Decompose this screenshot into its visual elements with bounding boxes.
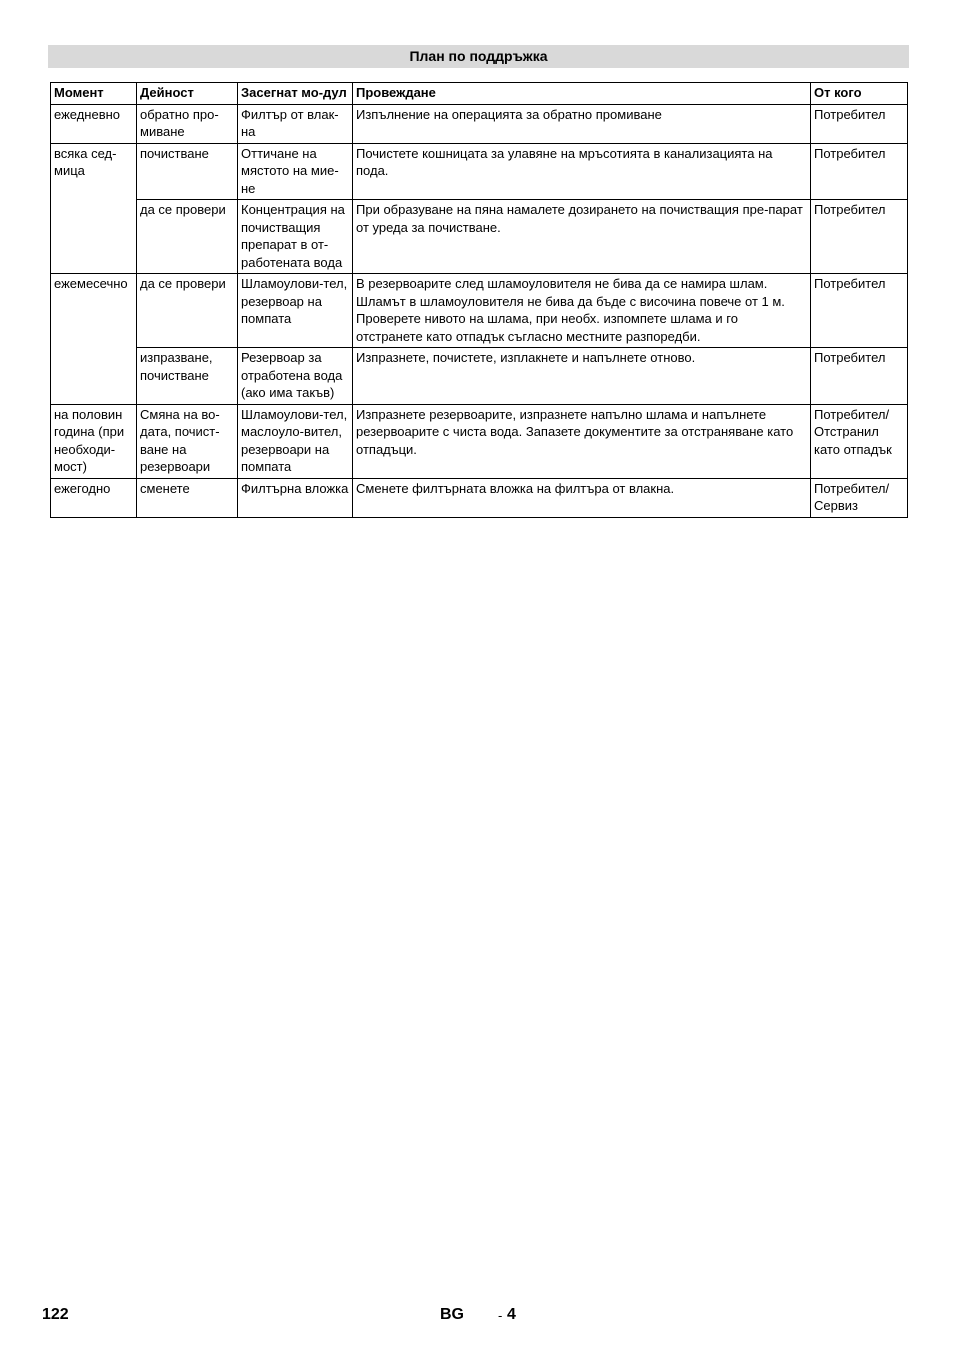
language-separator: - — [498, 1308, 503, 1323]
cell-module: Филтър от влак-на — [238, 104, 353, 143]
language-code: BG — [440, 1306, 464, 1323]
header-procedure: Провеждане — [353, 83, 811, 105]
cell-moment: всяка сед-мица — [51, 143, 137, 274]
cell-module: Филтърна вложка — [238, 478, 353, 517]
cell-module: Концентрация на почистващия препарат в от-работената вода — [238, 200, 353, 274]
cell-activity: Смяна на во-дата, почист-ване на резервоари — [137, 404, 238, 478]
cell-activity: обратно про-миване — [137, 104, 238, 143]
cell-procedure: Почистете кошницата за улавяне на мръсотията в канализацията на пода. — [353, 143, 811, 200]
section-page-number: 4 — [507, 1306, 516, 1323]
cell-activity: изпразване, почистване — [137, 348, 238, 405]
cell-module: Оттичане на мястото на мие-не — [238, 143, 353, 200]
header-activity: Дейност — [137, 83, 238, 105]
cell-by-whom: Потребител — [811, 104, 908, 143]
table-row — [51, 143, 908, 200]
cell-by-whom: Потребител/ Отстранил като отпадък — [811, 404, 908, 478]
header-by-whom: От кого — [811, 83, 908, 105]
cell-activity: сменете — [137, 478, 238, 517]
cell-moment: ежегодно — [51, 478, 137, 517]
cell-by-whom: Потребител — [811, 348, 908, 405]
cell-module: Резервоар за отработена вода (ако има такъв) — [238, 348, 353, 405]
header-module: Засегнат мо-дул — [238, 83, 353, 105]
cell-procedure: При образуване на пяна намалете дозирането на почистващия пре-парат от уреда за почистване. — [353, 200, 811, 274]
table-header-row — [51, 83, 908, 105]
section-title: План по поддръжка — [48, 45, 909, 68]
cell-moment: ежемесечно — [51, 274, 137, 405]
maintenance-plan-table — [50, 82, 908, 518]
cell-procedure: Изпразнете, почистете, изплакнете и напълнете отново. — [353, 348, 811, 405]
header-moment: Момент — [51, 83, 137, 105]
cell-module: Шламоулови-тел, резервоар на помпата — [238, 274, 353, 348]
page-number: 122 — [42, 1306, 69, 1323]
cell-module: Шламоулови-тел, маслоуло-вител, резервоари на помпата — [238, 404, 353, 478]
table-row — [51, 200, 908, 274]
cell-activity: да се провери — [137, 200, 238, 274]
table-row — [51, 104, 908, 143]
cell-procedure: Изпълнение на операцията за обратно промиване — [353, 104, 811, 143]
table-row — [51, 404, 908, 478]
cell-moment: ежедневно — [51, 104, 137, 143]
cell-by-whom: Потребител — [811, 274, 908, 348]
cell-procedure: В резервоарите след шламоуловителя не бива да се намира шлам. Шламът в шламоуловителя не бива да бъде с височина повече от 1 м. Проверете нивото на шлама, при необх. изпомпете шлама и го отстранете като отпадък съгласно местните разпоредби. — [353, 274, 811, 348]
cell-procedure: Изпразнете резервоарите, изпразнете напълно шлама и напълнете резервоарите с чиста вода. Запазете документите за отстраняване като отпадъци. — [353, 404, 811, 478]
cell-procedure: Сменете филтърната вложка на филтъра от влакна. — [353, 478, 811, 517]
table-row — [51, 478, 908, 517]
table-row — [51, 274, 908, 348]
cell-by-whom: Потребител — [811, 143, 908, 200]
table-row — [51, 348, 908, 405]
cell-by-whom: Потребител — [811, 200, 908, 274]
cell-moment: на половин година (при необходи-мост) — [51, 404, 137, 478]
cell-by-whom: Потребител/ Сервиз — [811, 478, 908, 517]
cell-activity: почистване — [137, 143, 238, 200]
cell-activity: да се провери — [137, 274, 238, 348]
